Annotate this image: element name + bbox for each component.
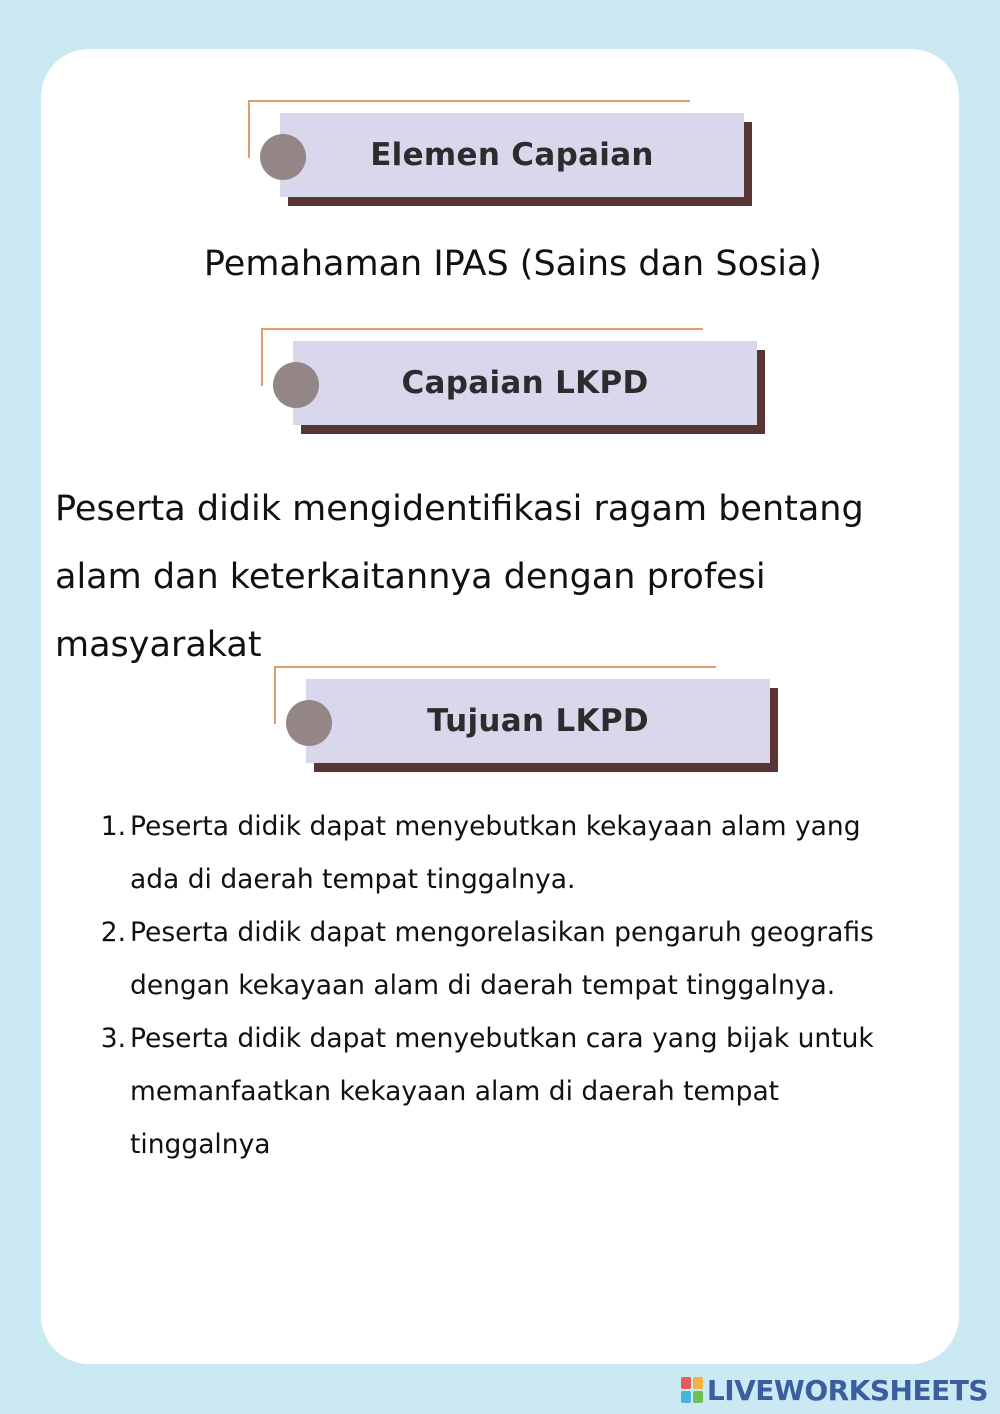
section-title: Capaian LKPD bbox=[401, 365, 649, 401]
section-header-tujuan-lkpd bbox=[274, 666, 794, 776]
section-header-elemen-capaian bbox=[248, 100, 768, 210]
section-title: Tujuan LKPD bbox=[427, 703, 649, 739]
liveworksheets-watermark bbox=[681, 1373, 988, 1407]
list-item-number: 3. bbox=[100, 1023, 126, 1054]
header-box bbox=[306, 679, 770, 763]
list-item-text: Peserta didik dapat menyebutkan kekayaan alam yang ada di daerah tempat tinggalnya. bbox=[130, 811, 861, 895]
watermark-text: LIVEWORKSHEETS bbox=[706, 1373, 988, 1407]
header-box bbox=[293, 341, 757, 425]
list-item-text: Peserta didik dapat menyebutkan cara yang bijak untuk memanfaatkan kekayaan alam di daerah tempat tinggalnya bbox=[130, 1023, 874, 1160]
goals-list bbox=[96, 800, 896, 1171]
bullet-dot-icon bbox=[286, 700, 332, 746]
header-box bbox=[280, 113, 744, 197]
section-title: Elemen Capaian bbox=[370, 137, 654, 173]
list-item-number: 1. bbox=[100, 811, 126, 842]
capaian-lkpd-text: Peserta didik mengidentifikasi ragam bentang alam dan keterkaitannya dengan profesi masyarakat bbox=[55, 489, 864, 665]
list-item bbox=[96, 906, 896, 1012]
section-header-capaian-lkpd bbox=[261, 328, 781, 438]
bullet-dot-icon bbox=[273, 362, 319, 408]
list-item bbox=[96, 1012, 896, 1171]
bullet-dot-icon bbox=[260, 134, 306, 180]
list-item bbox=[96, 800, 896, 906]
list-item-text: Peserta didik dapat mengorelasikan pengaruh geografis dengan kekayaan alam di daerah tempat tinggalnya. bbox=[130, 917, 874, 1001]
elemen-capaian-text: Pemahaman IPAS (Sains dan Sosia) bbox=[203, 244, 823, 284]
list-item-number: 2. bbox=[100, 917, 126, 948]
liveworksheets-logo-icon bbox=[681, 1377, 703, 1403]
